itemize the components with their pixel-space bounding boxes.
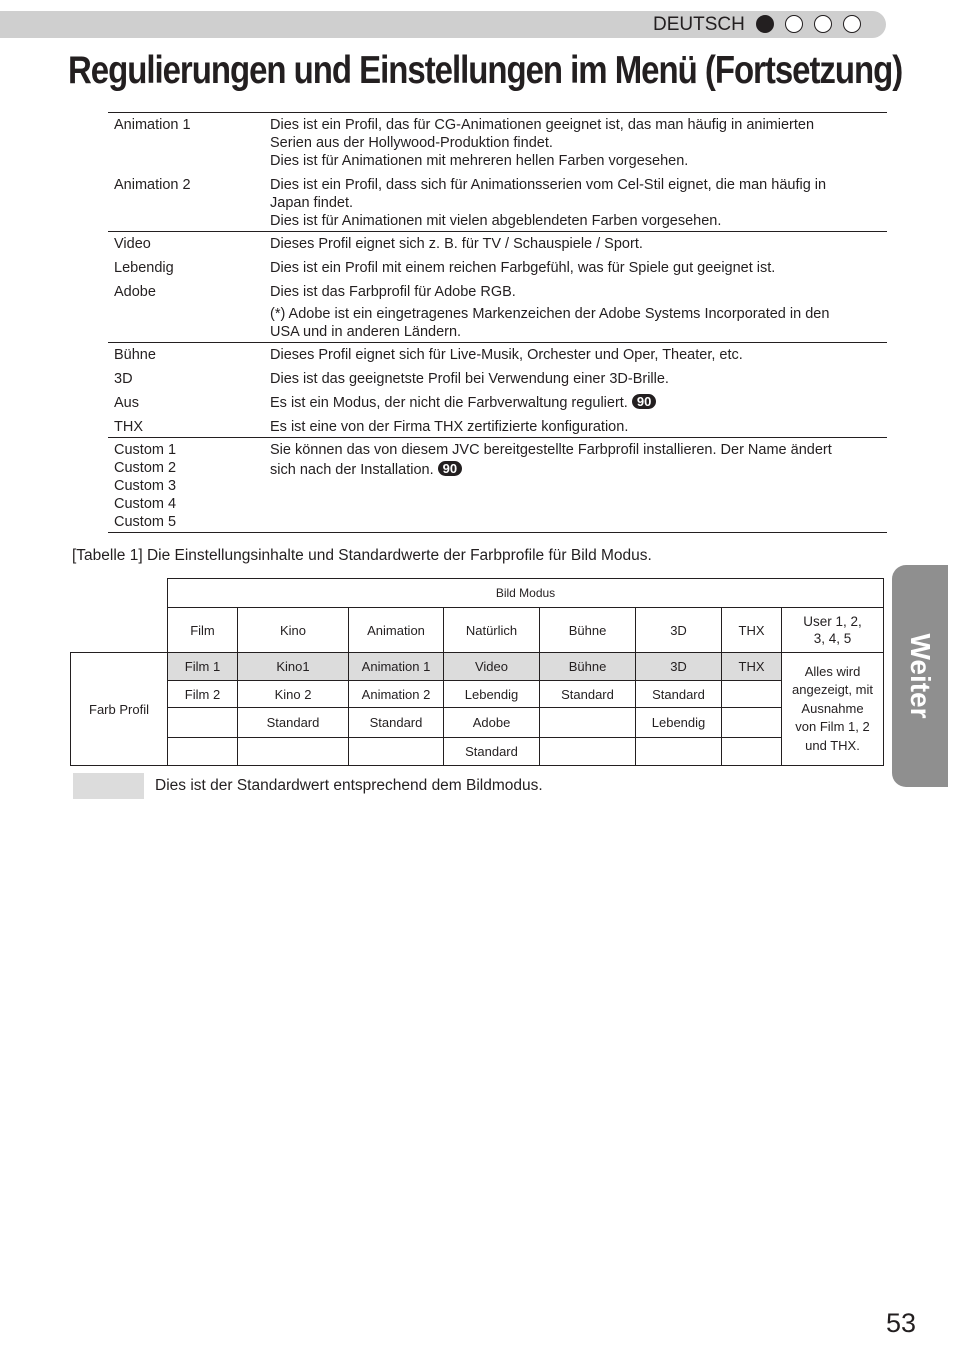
description-line: (*) Adobe ist ein eingetragenes Markenzeichen der Adobe Systems Incorporated in den bbox=[270, 306, 830, 322]
page-number: 53 bbox=[886, 1308, 917, 1338]
language-indicator bbox=[756, 15, 872, 33]
side-tab bbox=[892, 565, 948, 787]
language-dot bbox=[785, 15, 803, 33]
language-dot-active bbox=[756, 15, 774, 33]
profile-row bbox=[108, 113, 887, 176]
profile-name: Custom 3 bbox=[114, 478, 177, 494]
column-header: Natürlich bbox=[444, 608, 540, 653]
profile-row bbox=[108, 417, 887, 438]
profile-row bbox=[108, 175, 887, 232]
table-cell bbox=[722, 708, 782, 738]
header-band bbox=[0, 11, 886, 38]
profile-row bbox=[108, 438, 887, 533]
table-cell: Film 2 bbox=[168, 681, 238, 708]
profile-description bbox=[264, 282, 887, 343]
profile-row bbox=[108, 282, 887, 343]
note-line: und THX. bbox=[805, 737, 860, 753]
note-line: Ausnahme bbox=[801, 700, 864, 716]
profile-description bbox=[264, 393, 887, 417]
description-text: Es ist ein Modus, der nicht die Farbverwaltung reguliert. bbox=[270, 395, 628, 411]
column-header: Kino bbox=[238, 608, 349, 653]
table-cell bbox=[722, 738, 782, 766]
profile-row bbox=[108, 393, 887, 417]
table-cell bbox=[540, 738, 636, 766]
column-header: Animation bbox=[349, 608, 444, 653]
table-cell-default: Bühne bbox=[540, 653, 636, 681]
legend-swatch bbox=[73, 773, 144, 799]
note-line: Alles wird bbox=[804, 663, 861, 679]
spacer bbox=[270, 364, 877, 368]
table-cell: Standard bbox=[444, 738, 540, 766]
profile-description bbox=[264, 417, 887, 438]
profile-name: Custom 4 bbox=[114, 496, 177, 512]
table-cell-default: Animation 1 bbox=[349, 653, 444, 681]
spacer bbox=[270, 388, 877, 392]
description-line: USA und in anderen Ländern. bbox=[270, 324, 462, 340]
profile-row bbox=[108, 343, 887, 370]
table-cell: Lebendig bbox=[444, 681, 540, 708]
profile-name: Custom 2 bbox=[114, 460, 177, 476]
description-line: Dies ist ein Profil, dass sich für Animationsserien vom Cel-Stil eignet, die man häufig in bbox=[270, 177, 827, 193]
description-line: Dies ist das geeignetste Profil bei Verwendung einer 3D-Brille. bbox=[270, 371, 669, 387]
table-cell bbox=[722, 681, 782, 708]
profile-description bbox=[264, 232, 887, 259]
spacer bbox=[270, 253, 877, 257]
table-header-row bbox=[71, 579, 884, 608]
column-header-row bbox=[71, 608, 884, 653]
profile-description bbox=[264, 113, 887, 176]
column-header: Bühne bbox=[540, 608, 636, 653]
description-line: Dieses Profil eignet sich z. B. für TV / Schauspiele / Sport. bbox=[270, 236, 643, 252]
description-line: Japan findet. bbox=[270, 195, 354, 211]
table-cell: Kino 2 bbox=[238, 681, 349, 708]
page-reference-badge[interactable]: 90 bbox=[438, 461, 462, 476]
table-cell: Lebendig bbox=[636, 708, 722, 738]
table-cell bbox=[540, 708, 636, 738]
description-line: Dies ist das Farbprofil für Adobe RGB. bbox=[270, 284, 516, 300]
table-cell bbox=[238, 738, 349, 766]
profile-name: 3D bbox=[114, 371, 133, 387]
description-text: sich nach der Installation. bbox=[270, 462, 434, 478]
profile-name-list bbox=[108, 438, 264, 533]
profile-name: Adobe bbox=[114, 284, 156, 300]
empty-corner bbox=[71, 579, 168, 608]
page-reference-badge[interactable]: 90 bbox=[632, 394, 656, 409]
table-cell-default: Video bbox=[444, 653, 540, 681]
picture-mode-table bbox=[70, 578, 884, 766]
table-cell bbox=[636, 738, 722, 766]
spacer bbox=[270, 170, 877, 174]
profile-group bbox=[108, 232, 887, 343]
language-label: DEUTSCH bbox=[653, 14, 745, 35]
table-row bbox=[71, 653, 884, 681]
table-row bbox=[71, 738, 884, 766]
profile-name: THX bbox=[114, 419, 143, 435]
spacer bbox=[270, 412, 877, 416]
spacer bbox=[270, 277, 877, 281]
description-line: Dies ist für Animationen mit vielen abgeblendeten Farben vorgesehen. bbox=[270, 213, 722, 229]
user-note bbox=[782, 653, 884, 766]
description-line bbox=[270, 461, 877, 479]
column-header: 3D bbox=[636, 608, 722, 653]
language-dot bbox=[843, 15, 861, 33]
table-cell: Standard bbox=[636, 681, 722, 708]
row-label: Farb Profil bbox=[71, 653, 168, 766]
group-header: Bild Modus bbox=[168, 579, 884, 608]
table-cell: Standard bbox=[540, 681, 636, 708]
description-line: Sie können das von diesem JVC bereitgestellte Farbprofil installieren. Der Name ändert bbox=[270, 442, 832, 458]
profile-name: Aus bbox=[114, 395, 139, 411]
description-line bbox=[270, 394, 877, 412]
empty-corner bbox=[71, 608, 168, 653]
header-line: User 1, 2, bbox=[803, 614, 862, 629]
profile-description bbox=[264, 343, 887, 370]
profile-row bbox=[108, 369, 887, 393]
table-cell bbox=[349, 738, 444, 766]
table-cell: Animation 2 bbox=[349, 681, 444, 708]
legend-text: Dies ist der Standardwert entsprechend dem Bildmodus. bbox=[155, 777, 543, 794]
profile-description bbox=[264, 369, 887, 393]
description-line: Serien aus der Hollywood-Produktion findet. bbox=[270, 135, 553, 151]
description-line: Dies ist für Animationen mit mehreren hellen Farben vorgesehen. bbox=[270, 153, 689, 169]
table-cell: Standard bbox=[238, 708, 349, 738]
profile-name: Bühne bbox=[114, 347, 156, 363]
profile-description bbox=[264, 258, 887, 282]
description-line: Dies ist ein Profil, das für CG-Animationen geeignet ist, das man häufig in animierten bbox=[270, 117, 815, 133]
page-title: Regulierungen und Einstellungen im Menü (Fortsetzung) bbox=[68, 49, 903, 92]
profile-name: Video bbox=[114, 236, 151, 252]
note-line: von Film 1, 2 bbox=[795, 719, 870, 735]
column-header-user bbox=[782, 608, 884, 653]
profile-description-table bbox=[108, 112, 887, 533]
table-cell bbox=[168, 738, 238, 766]
table-cell-default: Film 1 bbox=[168, 653, 238, 681]
language-dot bbox=[814, 15, 832, 33]
table-cell: Standard bbox=[349, 708, 444, 738]
profile-row bbox=[108, 258, 887, 282]
header-line: 3, 4, 5 bbox=[813, 631, 852, 646]
description-line: Es ist eine von der Firma THX zertifizierte konfiguration. bbox=[270, 419, 629, 435]
profile-name: Animation 1 bbox=[114, 117, 191, 133]
profile-description bbox=[264, 175, 887, 232]
table-cell-default: THX bbox=[722, 653, 782, 681]
description-line: Dies ist ein Profil mit einem reichen Farbgefühl, was für Spiele gut geeignet ist. bbox=[270, 260, 776, 276]
table-caption: [Tabelle 1] Die Einstellungsinhalte und Standardwerte der Farbprofile für Bild Modus. bbox=[72, 547, 652, 564]
table-cell: Adobe bbox=[444, 708, 540, 738]
table-row bbox=[71, 681, 884, 708]
table-cell-default: 3D bbox=[636, 653, 722, 681]
profile-description bbox=[264, 438, 887, 533]
table-cell-default: Kino1 bbox=[238, 653, 349, 681]
profile-name: Lebendig bbox=[114, 260, 174, 276]
column-header: THX bbox=[722, 608, 782, 653]
profile-name: Animation 2 bbox=[114, 177, 191, 193]
profile-group bbox=[108, 343, 887, 438]
side-tab-label: Weiter bbox=[905, 633, 936, 719]
table-cell bbox=[168, 708, 238, 738]
note-line: angezeigt, mit bbox=[792, 682, 873, 698]
profile-row bbox=[108, 232, 887, 259]
profile-name: Custom 5 bbox=[114, 514, 177, 530]
description-line: Dieses Profil eignet sich für Live-Musik, Orchester und Oper, Theater, etc. bbox=[270, 347, 743, 363]
table-row bbox=[71, 708, 884, 738]
column-header: Film bbox=[168, 608, 238, 653]
profile-group bbox=[108, 438, 887, 533]
profile-name: Custom 1 bbox=[114, 442, 177, 458]
profile-group bbox=[108, 113, 887, 232]
